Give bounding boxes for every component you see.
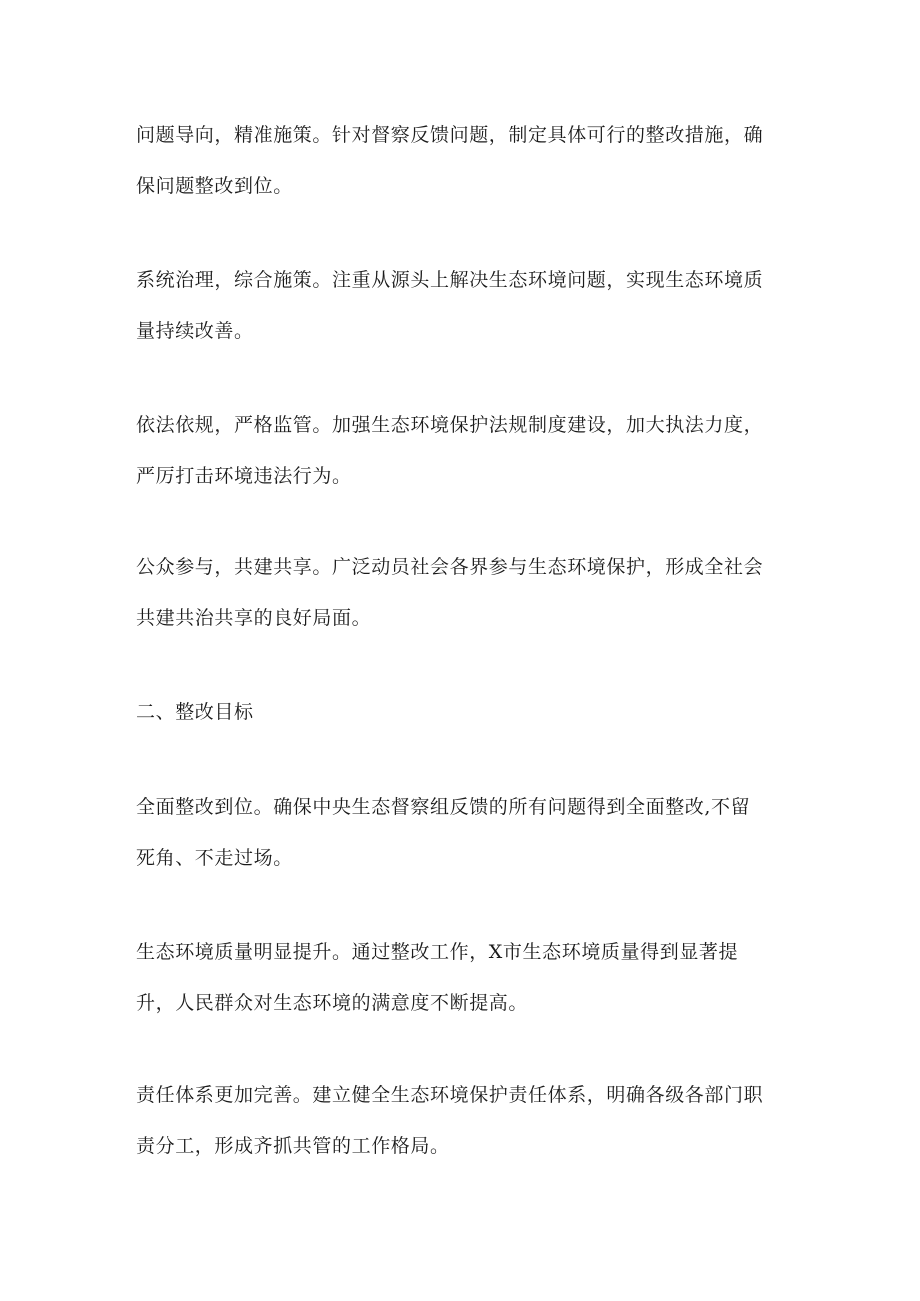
section-heading-rectification-goals <box>136 703 786 722</box>
text-line: 依法依规，严格监管。加强生态环境保护法规制度建设，加大执法力度， <box>136 414 764 436</box>
goal-responsibility-system <box>136 1086 786 1156</box>
section-heading: 二、整改目标 <box>136 701 254 723</box>
text-line: 量持续改善。 <box>136 320 254 342</box>
text-line: 严厉打击环境违法行为。 <box>136 465 352 487</box>
principle-lawful-supervision <box>136 416 786 486</box>
text-line: 保问题整改到位。 <box>136 175 293 197</box>
goal-quality-improvement <box>136 943 786 1013</box>
text-line: 系统治理，综合施策。注重从源头上解决生态环境问题，实现生态环境质 <box>136 269 764 291</box>
principle-systematic-governance <box>136 271 786 341</box>
text-line: 责任体系更加完善。建立健全生态环境保护责任体系，明确各级各部门职 <box>136 1084 764 1106</box>
text-line: 公众参与，共建共享。广泛动员社会各界参与生态环境保护，形成全社会 <box>136 556 764 578</box>
text-line: 生态环境质量明显提升。通过整改工作，X市生态环境质量得到显著提 <box>136 941 739 963</box>
text-line: 死角、不走过场。 <box>136 847 293 869</box>
text-line: 问题导向，精准施策。针对督察反馈问题，制定具体可行的整改措施，确 <box>136 124 764 146</box>
text-line: 责分工，形成齐抓共管的工作格局。 <box>136 1135 450 1157</box>
text-line: 全面整改到位。确保中央生态督察组反馈的所有问题得到全面整改,不留 <box>136 796 751 818</box>
principle-public-participation <box>136 558 786 628</box>
goal-full-rectification <box>136 798 786 868</box>
text-line: 共建共治共享的良好局面。 <box>136 607 372 629</box>
principle-problem-oriented <box>136 126 786 196</box>
text-line: 升，人民群众对生态环境的满意度不断提高。 <box>136 992 529 1014</box>
